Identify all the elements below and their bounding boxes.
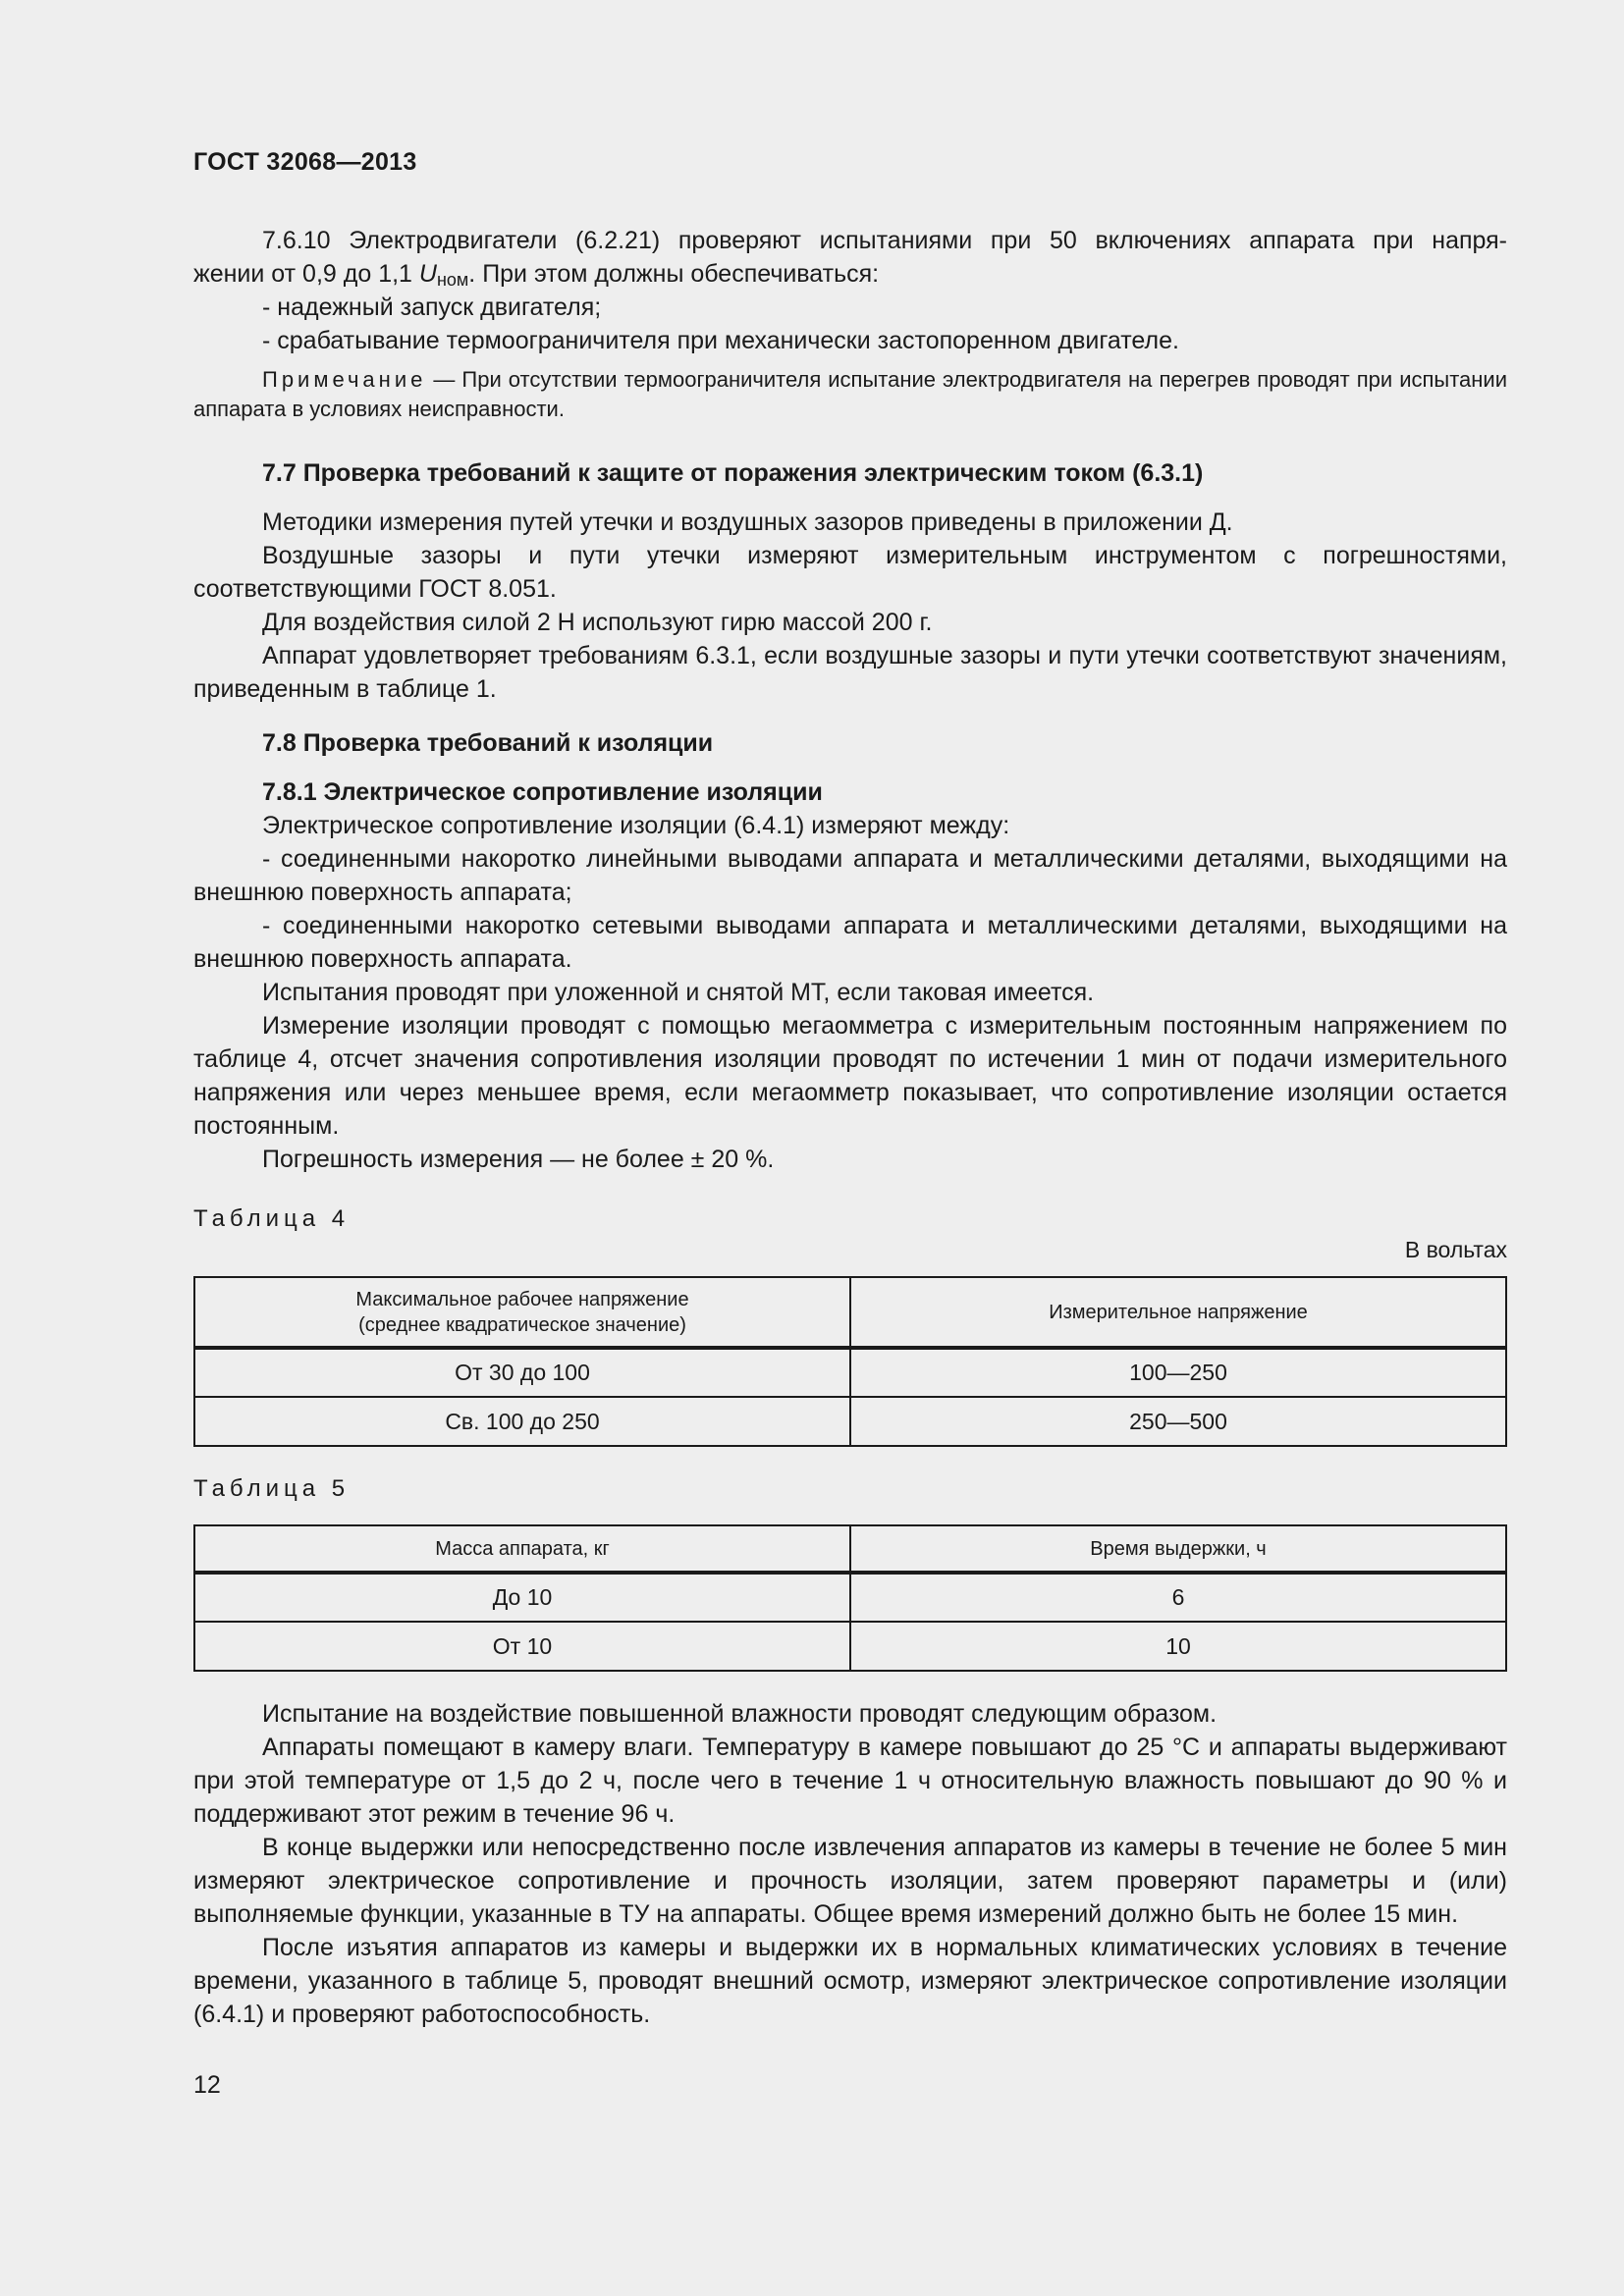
paragraph: Измерение изоляции проводят с помощью мегаомметра с измерительным постоянным напряжением по таблице 4, отсчет значения сопротивления изоляции проводят по истечении 1 мин от подачи измерительного напряжения или через меньшее время, если мегаомметр показывает, что сопротивление изоляции остается постоянным.	[193, 1012, 1507, 1140]
paragraph: Для воздействия силой 2 Н используют гирю массой 200 г.	[262, 609, 933, 636]
table-caption: Таблица 5	[193, 1475, 351, 1502]
table-cell: От 30 до 100	[194, 1348, 850, 1397]
note-label: Примечание	[262, 367, 427, 392]
paragraph: жении от 0,9 до 1,1 $U_{ном}$. При этом должны обеспечиваться:	[193, 260, 880, 290]
table-cell: 6	[850, 1573, 1506, 1622]
paragraph: Испытания проводят при уложенной и снятой МТ, если таковая имеется.	[262, 979, 1095, 1006]
section-heading: 7.7 Проверка требований к защите от поражения электрическим током (6.3.1)	[262, 459, 1204, 487]
table-header-row	[194, 1277, 1506, 1348]
table-row	[194, 1622, 1506, 1671]
paragraph: Испытание на воздействие повышенной влажности проводят следующим образом.	[262, 1700, 1218, 1728]
page-number: 12	[193, 2071, 221, 2099]
list-item: - соединенными накоротко линейными выводами аппарата и металлическими деталями, выходящими на внешнюю поверхность аппарата;	[193, 845, 1507, 906]
subsection-heading: 7.8.1 Электрическое сопротивление изоляции	[262, 778, 823, 806]
paragraph: Погрешность измерения — не более ± 20 %.	[262, 1146, 775, 1173]
table-row	[194, 1397, 1506, 1446]
paragraph: После изъятия аппаратов из камеры и выдержки их в нормальных климатических условиях в течение времени, указанного в таблице 5, проводят внешний осмотр, измеряют электрическое сопротивление изоляции (6.4.1) и проверяют работоспособность.	[193, 1934, 1507, 2028]
list-item: - срабатывание термоограничителя при механически застопоренном двигателе.	[262, 327, 1179, 354]
section-7-8	[193, 726, 1507, 1176]
paragraph: В конце выдержки или непосредственно после извлечения аппаратов из камеры в течение не более 5 мин измеряют электрическое сопротивление и прочность изоляции, затем проверяют параметры и (или) выполняемые функции, указанные в ТУ на аппараты. Общее время измерений должно быть не более 15 мин.	[193, 1834, 1507, 1928]
table-header-cell: Максимальное рабочее напряжение (среднее квадратическое значение)	[194, 1277, 850, 1348]
paragraph: Методики измерения путей утечки и воздушных зазоров приведены в приложении Д.	[262, 508, 1233, 536]
paragraph: Аппарат удовлетворяет требованиям 6.3.1, если воздушные зазоры и пути утечки соответствуют значениям, приведенным в таблице 1.	[193, 642, 1507, 703]
paragraph: 7.6.10 Электродвигатели (6.2.21) проверяют испытаниями при 50 включениях аппарата при напря-	[262, 227, 1507, 254]
table-5	[193, 1524, 1507, 1672]
table-header-cell: Измерительное напряжение	[850, 1277, 1506, 1348]
table-cell: 250—500	[850, 1397, 1506, 1446]
section-humidity-test	[193, 1697, 1507, 2031]
table-units: В вольтах	[1404, 1237, 1507, 1262]
paragraph: Воздушные зазоры и пути утечки измеряют измерительным инструментом с погрешностями, соответствующими ГОСТ 8.051.	[193, 542, 1507, 603]
table-cell: Св. 100 до 250	[194, 1397, 850, 1446]
table-header-cell: Время выдержки, ч	[850, 1525, 1506, 1573]
paragraph: Аппараты помещают в камеру влаги. Температуру в камере повышают до 25 °C и аппараты выдерживают при этой температуре от 1,5 до 2 ч, после чего в течение 1 ч относительную влажность повышают до 90 % и поддерживают этот режим в течение 96 ч.	[193, 1734, 1507, 1828]
paragraph: Электрическое сопротивление изоляции (6.4.1) измеряют между:	[262, 812, 1010, 839]
document-header: ГОСТ 32068—2013	[193, 148, 417, 176]
table-cell: 100—250	[850, 1348, 1506, 1397]
section-7-6-10	[193, 224, 1507, 424]
note: Примечание — При отсутствии термоограничителя испытание электродвигателя на перегрев проводят при испытании аппарата в условиях неисправности.	[193, 367, 1507, 421]
table-4	[193, 1276, 1507, 1447]
section-heading: 7.8 Проверка требований к изоляции	[262, 729, 714, 757]
table-cell: До 10	[194, 1573, 850, 1622]
list-item: - соединенными накоротко сетевыми выводами аппарата и металлическими деталями, выходящими на внешнюю поверхность аппарата.	[193, 912, 1507, 973]
table-header-cell: Масса аппарата, кг	[194, 1525, 850, 1573]
table-row	[194, 1573, 1506, 1622]
table-cell: От 10	[194, 1622, 850, 1671]
table-row	[194, 1348, 1506, 1397]
table-cell: 10	[850, 1622, 1506, 1671]
table-header-row	[194, 1525, 1506, 1573]
list-item: - надежный запуск двигателя;	[262, 294, 602, 321]
section-7-7	[193, 456, 1507, 706]
table-caption: Таблица 4	[193, 1205, 351, 1232]
